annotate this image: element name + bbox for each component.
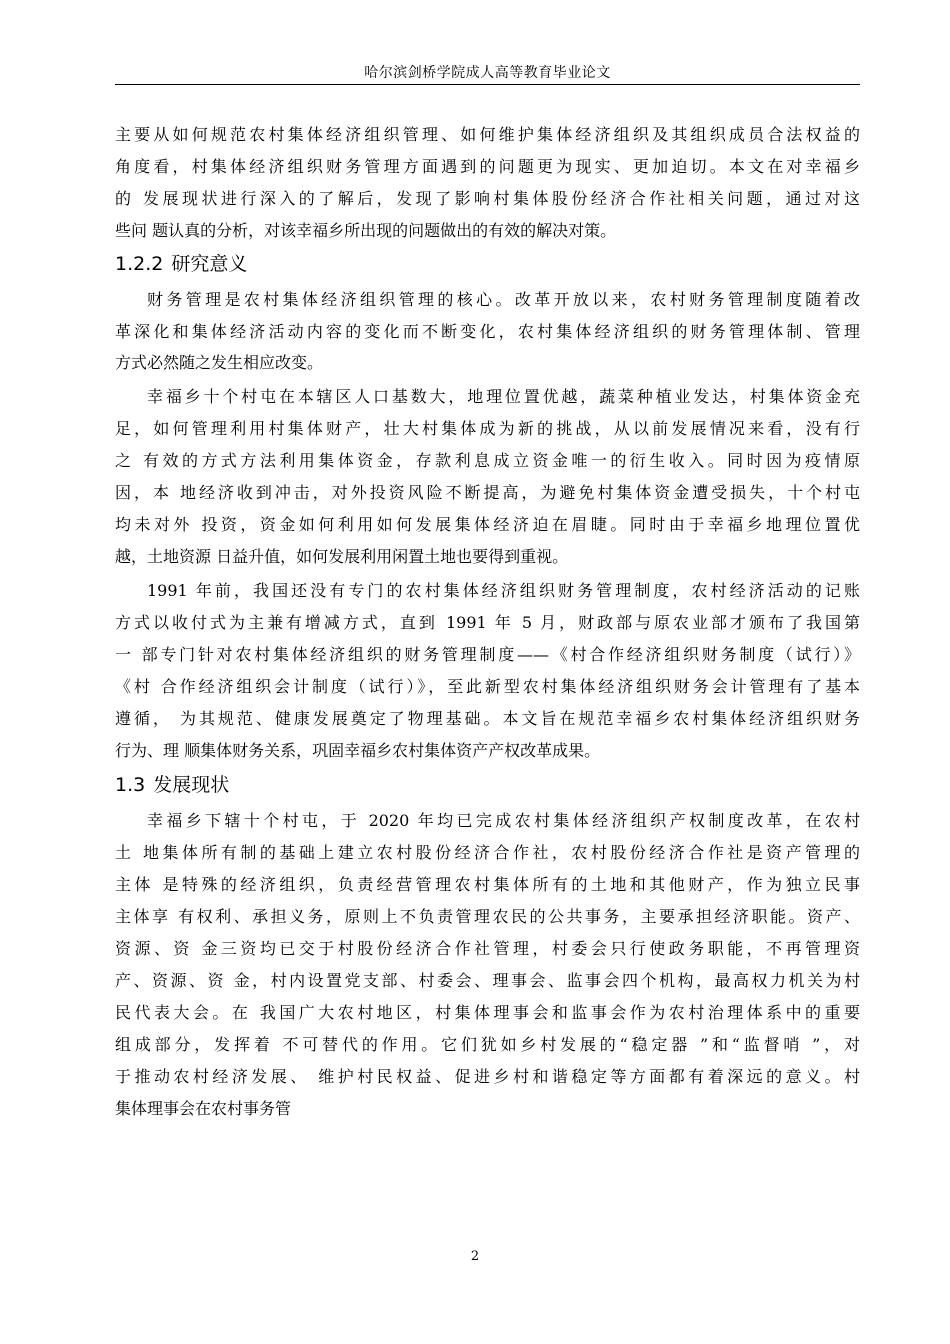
- body-line: 角度看，村集体经济组织财务管理方面遇到的问题更为现实、更加迫切。本文在对幸福乡: [115, 157, 860, 176]
- body-line: 财务管理是农村集体经济组织管理的核心。改革开放以来，农村财务管理制度随着改: [147, 290, 860, 309]
- section-heading-1-2-2: [115, 252, 247, 276]
- body-line: 行为、理 顺集体财务关系，巩固幸福乡农村集体资产产权改革成果。: [115, 741, 601, 760]
- body-line: 主体享 有权利、承担义务，原则上不负责管理农民的公共事务，主要承担经济职能。资产、: [115, 907, 860, 926]
- page-number: 2: [470, 1249, 480, 1264]
- body-line: 于推动农村经济发展、 维护村民权益、促进乡村和谐稳定等方面都有着深远的意义。村: [115, 1067, 860, 1086]
- body-line: 均未对外 投资，资金如何利用如何发展集体经济迫在眉睫。同时由于幸福乡地理位置优: [115, 515, 860, 534]
- body-line: 革深化和集体经济活动内容的变化而不断变化，农村集体经济组织的财务管理体制、管理: [115, 322, 860, 341]
- body-line: 幸福乡下辖十个村屯，于 2020 年均已完成农村集体经济组织产权制度改革，在农村: [147, 811, 860, 830]
- body-line: 之 有效的方式方法利用集体资金，存款利息成立资金唯一的衍生收入。同时因为疫情原: [115, 451, 860, 470]
- body-line: 方式以收付式为主兼有增减方式，直到 1991 年 5 月，财政部与原农业部才颁布了我国第: [115, 613, 860, 632]
- section-title: 研究意义: [171, 253, 248, 275]
- body-line: 产、资源、资 金，村内设置党支部、村委会、理事会、监事会四个机构，最高权力机关为村: [115, 971, 860, 990]
- body-line: 足，如何管理利用村集体财产，壮大村集体成为新的挑战，从以前发展情况来看，没有行: [115, 419, 860, 438]
- section-heading-1-3: [115, 773, 229, 797]
- body-line: 幸福乡十个村屯在本辖区人口基数大，地理位置优越，蔬菜种植业发达，村集体资金充: [147, 387, 860, 406]
- body-line: 因，本 地经济收到冲击，对外投资风险不断提高，为避免村集体资金遭受损失，十个村屯: [115, 483, 860, 502]
- body-line: 遵循， 为其规范、健康发展奠定了物理基础。本文旨在规范幸福乡农村集体经济组织财务: [115, 709, 860, 728]
- body-line: 《村 合作经济组织会计制度（试行）》，至此新型农村集体经济组织财务会计管理有了基本: [115, 677, 860, 696]
- body-line: 资源、资 金三资均已交于村股份经济合作社管理，村委会只行使政务职能，不再管理资: [115, 939, 860, 958]
- body-line: 主要从如何规范农村集体经济组织管理、如何维护集体经济组织及其组织成员合法权益的: [115, 125, 860, 144]
- body-line: 民代表大会。在 我国广大农村地区，村集体理事会和监事会作为农村治理体系中的重要: [115, 1003, 860, 1022]
- body-line: 的 发展现状进行深入的了解后，发现了影响村集体股份经济合作社相关问题，通过对这: [115, 189, 860, 208]
- body-line: 方式必然随之发生相应改变。: [115, 353, 324, 372]
- header-rule: [115, 84, 860, 85]
- body-line: 些问 题认真的分析，对该幸福乡所出现的问题做出的有效的解决对策。: [115, 221, 617, 240]
- section-number: 1.2.2: [115, 253, 164, 275]
- body-line: 集体理事会在农村事务管: [115, 1099, 292, 1118]
- body-line: 一 部专门针对农村集体经济组织的财务管理制度——《村合作经济组织财务制度（试行）》: [115, 645, 860, 664]
- section-number: 1.3: [115, 774, 146, 796]
- section-title: 发展现状: [153, 774, 230, 796]
- body-line: 主体 是特殊的经济组织，负责经营管理农村集体所有的土地和其他财产，作为独立民事: [115, 875, 860, 894]
- body-line: 1991 年前，我国还没有专门的农村集体经济组织财务管理制度，农村经济活动的记账: [147, 581, 860, 600]
- body-line: 土 地集体所有制的基础上建立农村股份经济合作社，农村股份经济合作社是资产管理的: [115, 843, 860, 862]
- page-header: 哈尔滨剑桥学院成人高等教育毕业论文: [364, 65, 611, 81]
- body-line: 组成部分，发挥着 不可替代的作用。它们犹如乡村发展的“稳定器 ”和“监督哨 ”，对: [115, 1035, 860, 1054]
- body-line: 越，土地资源 日益升值，如何发展利用闲置土地也要得到重视。: [115, 547, 569, 566]
